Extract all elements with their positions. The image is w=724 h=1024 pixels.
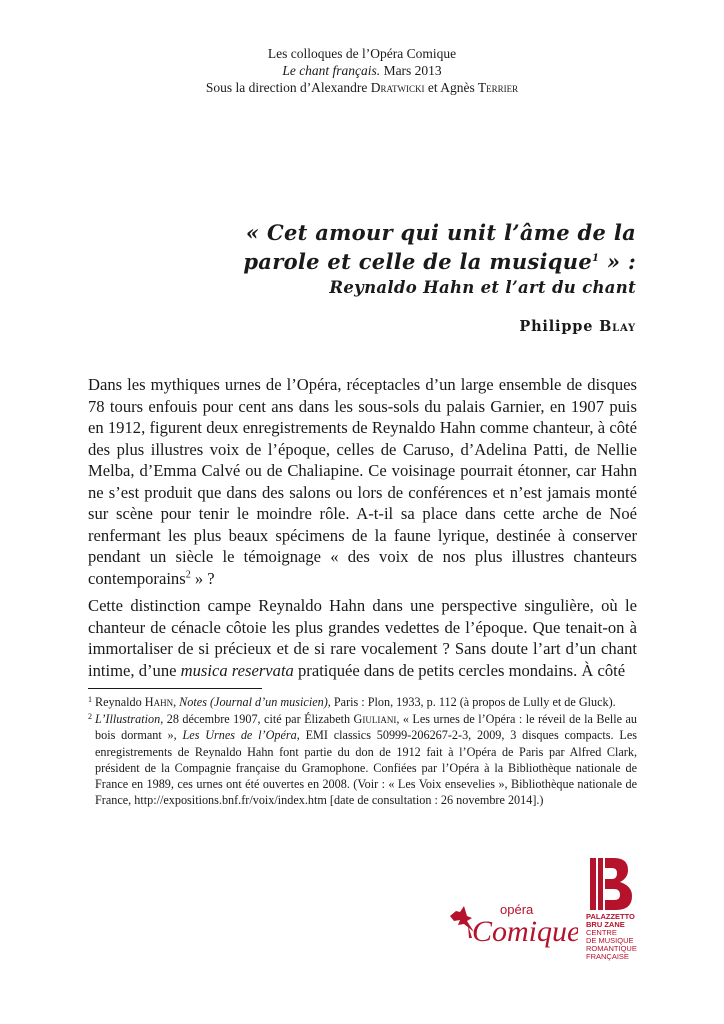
footnote-1-text-b: , bbox=[173, 695, 180, 709]
header-and: et Agnès bbox=[424, 80, 478, 95]
article-title bbox=[196, 218, 636, 300]
article-body bbox=[88, 374, 637, 681]
footnote-1-number: 1 bbox=[88, 695, 92, 704]
author-last-name: lay bbox=[612, 318, 636, 335]
footnote-1 bbox=[88, 694, 637, 710]
opera-comique-big-text: Comique bbox=[472, 915, 578, 948]
header-line-3 bbox=[0, 79, 724, 96]
pbz-line-2: BRU ZANE bbox=[586, 920, 625, 929]
opera-comique-bird-icon bbox=[448, 894, 578, 956]
running-header bbox=[0, 45, 724, 96]
footnote-2 bbox=[88, 711, 637, 808]
footnote-ref-1[interactable]: 1 bbox=[592, 253, 600, 264]
editor-1-initial: D bbox=[370, 80, 381, 95]
paragraph-2-text: Cette distinction campe Reynaldo Hahn dans une perspective singulière, où le chanteur de cénacle côtoie les plus grandes vedettes de l’époque. Que tenait-on à immortaliser de si précieux et de si rare vocalement ? Sans doute l’art d’un chant intime, d’une bbox=[88, 596, 637, 680]
paragraph-2-end: pratiquée dans de petits cercles mondains. À côté bbox=[293, 660, 626, 680]
pbz-line-6: FRANÇAISE bbox=[586, 952, 629, 961]
header-date: Mars 2013 bbox=[380, 63, 442, 78]
footnote-1-text-a: Reynaldo bbox=[95, 695, 145, 709]
footnote-2-periodical: L’Illustration bbox=[95, 712, 161, 727]
title-line-2 bbox=[196, 247, 636, 276]
footnote-2-number: 2 bbox=[88, 712, 92, 722]
pbz-line-4: DE MUSIQUE bbox=[586, 936, 634, 945]
footnotes bbox=[88, 694, 637, 809]
pbz-line-3: CENTRE bbox=[586, 928, 617, 937]
palazzetto-bru-zane-logo bbox=[586, 858, 646, 960]
footnote-separator bbox=[88, 688, 262, 689]
title-line-2-text: parole et celle de la musique bbox=[243, 249, 593, 274]
author-name bbox=[519, 318, 636, 335]
footnote-2-text-c: , EMI classics 50999-206267-2-3, 2009, 3 disques compacts. Les enregistrements de Reynaldo Hahn font partie du don de 1912 fait à l’Opéra de Paris par Alfred Clark, président de la Compagnie française du Gramophone. Confiées par l’Opéra à la Bibliothèque nationale de France en 1989, ces urnes ont été ouvertes en 2008. (Voir : « Les Voix ensevelies », Bibliothèque nationale de France, http://expositions.bnf.fr/voix/index.htm [date de consultation : 26 novembre 2014].) bbox=[95, 728, 637, 808]
header-direction: Sous la direction d’Alexandre bbox=[205, 80, 371, 95]
editor-2-name: errier bbox=[486, 80, 519, 95]
footnote-1-book-title: Notes (Journal d’un musicien) bbox=[179, 695, 328, 709]
pbz-line-1: PALAZZETTO bbox=[586, 912, 635, 921]
title-line-2-end: » : bbox=[599, 249, 636, 274]
footnote-2-author-initial: G bbox=[353, 712, 363, 727]
title-line-1: « Cet amour qui unit l’âme de la bbox=[245, 220, 636, 245]
footnote-2-text-b: , « Les urnes de l’Opéra : le réveil de la Belle au bois dormant », bbox=[95, 712, 637, 743]
paragraph-1 bbox=[88, 374, 637, 589]
footnote-1-author: ahn bbox=[153, 695, 174, 709]
author-first-name: Philippe bbox=[519, 318, 600, 335]
editor-1-name: ratwicki bbox=[380, 80, 425, 95]
opera-comique-logo bbox=[448, 894, 578, 956]
palazzetto-b-icon bbox=[590, 858, 634, 910]
paragraph-1-end: » ? bbox=[190, 568, 215, 588]
footnote-ref-2[interactable]: 2 bbox=[185, 568, 191, 580]
editor-2-initial: T bbox=[477, 80, 487, 95]
paragraph-2 bbox=[88, 595, 637, 681]
paragraph-1-text: Dans les mythiques urnes de l’Opéra, réceptacles d’un large ensemble de disques 78 tours enfouis pour cent ans dans les sous-sols du palais Garnier, en 1907 puis en 1912, figurent deux enregistrements de Reynaldo Hahn comme chanteur, à côté des plus illustres voix de l’époque, celles de Caruso, d’Adelina Patti, de Nellie Melba, d’Emma Calvé ou de Chaliapine. Ce voisinage pourrait étonner, car Hahn ne s’est produit que dans des salons ou lors de conférences et n’est jamais monté sur scène pour tenir le moindre rôle. A-t-il sa place dans cette arche de Noé renfermant les plus beaux spécimens de la faune lyrique, destinée à conserver pendant un siècle le témoignage « des voix de nos plus illustres chanteurs contemporains bbox=[88, 375, 637, 588]
footnote-2-author: iuliani bbox=[362, 712, 397, 727]
footnote-1-text-c: , Paris : Plon, 1933, p. 112 (à propos de Lully et de Gluck). bbox=[327, 695, 616, 709]
header-line-1: Les colloques de l’Opéra Comique bbox=[267, 46, 457, 61]
pbz-line-5: ROMANTIQUE bbox=[586, 944, 637, 953]
header-book-title: Le chant français. bbox=[282, 63, 381, 78]
author-last-initial: B bbox=[599, 318, 613, 335]
footnote-1-author-initial: H bbox=[144, 695, 154, 709]
footnote-2-text-a: , 28 décembre 1907, cité par Élizabeth bbox=[160, 712, 354, 727]
footnote-2-album-title: Les Urnes de l’Opéra bbox=[182, 728, 297, 743]
paragraph-2-italic: musica reservata bbox=[180, 660, 294, 680]
opera-comique-small-text: opéra bbox=[500, 902, 534, 917]
header-line-2 bbox=[0, 62, 724, 79]
article-subtitle: Reynaldo Hahn et l’art du chant bbox=[329, 278, 636, 297]
